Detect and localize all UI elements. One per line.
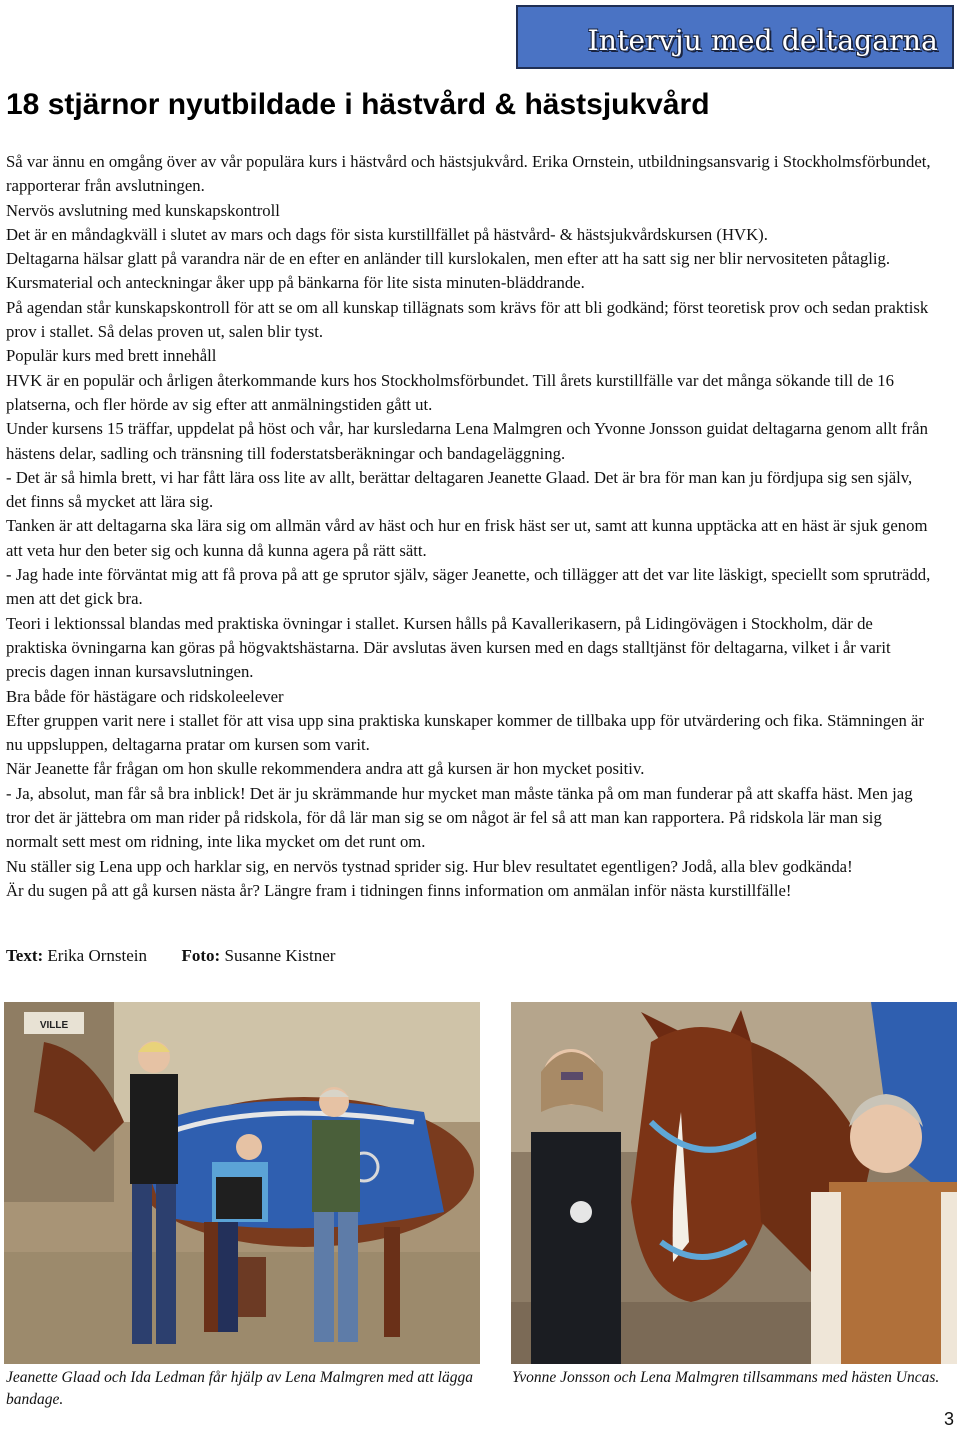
article-paragraph: - Jag hade inte förväntat mig att få prova på att ge sprutor själv, säger Jeanette, och tillägger att det var lite läskigt, speciellt som spruträdd, men att det gick bra.	[6, 565, 931, 609]
photo-stable-bandaging	[4, 1002, 480, 1364]
stall-sign: VILLE	[39, 1020, 69, 1031]
text-credit-label: Text:	[6, 946, 44, 965]
photo-caption-right: Yvonne Jonsson och Lena Malmgren tillsammans med hästen Uncas.	[512, 1369, 940, 1386]
stable-scene-illustration	[4, 1002, 480, 1364]
article-paragraph: När Jeanette får frågan om hon skulle rekommendera andra att gå kursen är hon mycket positiv.	[6, 759, 645, 779]
article-body	[6, 150, 931, 903]
section-banner-label: Intervju med deltagarna	[587, 24, 938, 57]
article-paragraph: Efter gruppen varit nere i stallet för att visa upp sina praktiska kunskaper kommer de tillbaka upp för utvärdering och fika. Stämningen är nu uppsluppen, deltagarna pratar om kursen som varit.	[6, 710, 924, 755]
photo-credit-name: Susanne Kistner	[224, 946, 336, 965]
page-number: 3	[943, 1409, 954, 1429]
article-paragraph: Det är en måndagkväll i slutet av mars och dags för sista kurstillfället på hästvård- & hästsjukvårdskursen (HVK).	[6, 224, 768, 244]
subheading: Bra både för hästägare och ridskoleelever	[6, 686, 284, 706]
article-paragraph: Tanken är att deltagarna ska lära sig om allmän vård av häst och hur en frisk häst ser ut, samt att kunna upptäcka att en häst är sjuk genom att veta hur den beter sig och kunna då kunna agera på rätt sätt.	[6, 516, 928, 560]
text-credit-name: Erika Ornstein	[47, 946, 148, 965]
article-paragraph: Deltagarna hälsar glatt på varandra när de en efter en anländer till kurslokalen, men efter att ha satt sig ner blir nervositeten påtaglig. Kursmaterial och anteckningar åker upp på bänkarna för lite sista minuten-bläddrande.	[6, 249, 891, 293]
article-paragraph: HVK är en populär och årligen återkommande kurs hos Stockholmsförbundet. Till årets kurstillfälle var det många sökande till de 16 platserna, och fler hörde av sig efter att anmälningstiden gått ut.	[6, 370, 894, 414]
photo-caption-left: Jeanette Glaad och Ida Ledman får hjälp av Lena Malmgren med att lägga bandage.	[6, 1369, 473, 1408]
section-banner	[516, 5, 954, 69]
article-headline: 18 stjärnor nyutbildade i hästvård & hästsjukvård	[6, 88, 710, 121]
article-paragraph: Teori i lektionssal blandas med praktiska övningar i stallet. Kursen hålls på Kavallerikasern, på Lidingövägen i Stockholm, där de praktiska övningarna kan göras på högvaktshästarna. Där avslutas även kursen med en dags stalltjänst för deltagarna, vilket i år varit precis dagen innan kursavslutningen.	[6, 613, 891, 682]
article-paragraph: Så var ännu en omgång över av vår populära kurs i hästvård och hästsjukvård. Erika Ornstein, utbildningsansvarig i Stockholmsförbundet, rapporterar från avslutningen.	[6, 152, 931, 196]
horse-portrait-illustration	[511, 1002, 957, 1364]
photo-horse-uncas	[511, 1002, 957, 1364]
article-paragraph: Är du sugen på att gå kursen nästa år? Längre fram i tidningen finns information om anmälan inför nästa kurstillfälle!	[6, 880, 792, 900]
article-paragraph: Nu ställer sig Lena upp och harklar sig, en nervös tystnad sprider sig. Hur blev resultatet egentligen? Jodå, alla blev godkända!	[6, 856, 853, 876]
article-paragraph: På agendan står kunskapskontroll för att se om all kunskap tillägnats som krävs för att bli godkänd; först teoretisk prov och sedan praktisk prov i stallet. Så delas proven ut, salen blir tyst.	[6, 297, 929, 342]
article-paragraph: Under kursens 15 träffar, uppdelat på höst och vår, har kursledarna Lena Malmgren och Yvonne Jonsson guidat deltagarna genom allt från hästens delar, sadling och tränsning till foderstatsberäkningar och bandageläggning.	[6, 419, 928, 463]
article-credits	[6, 946, 335, 966]
photo-credit-label: Foto:	[181, 946, 221, 965]
article-paragraph: - Ja, absolut, man får så bra inblick! Det är ju skrämmande hur mycket man måste tänka på om man funderar på att skaffa häst. Men jag tror det är jättebra om man rider på ridskola, för då lär man sig se om något är fel så att man kan rapportera. På ridskola lär man sig normalt sett mest om ridning, inte lika mycket om det runt om.	[6, 783, 913, 852]
article-paragraph: - Det är så himla brett, vi har fått lära oss lite av allt, berättar deltagaren Jeanette Glaad. Det är bra för man kan ju fördjupa sig sen själv, det finns så mycket att lära sig.	[6, 467, 913, 512]
subheading: Populär kurs med brett innehåll	[6, 346, 217, 366]
subheading: Nervös avslutning med kunskapskontroll	[6, 200, 280, 220]
